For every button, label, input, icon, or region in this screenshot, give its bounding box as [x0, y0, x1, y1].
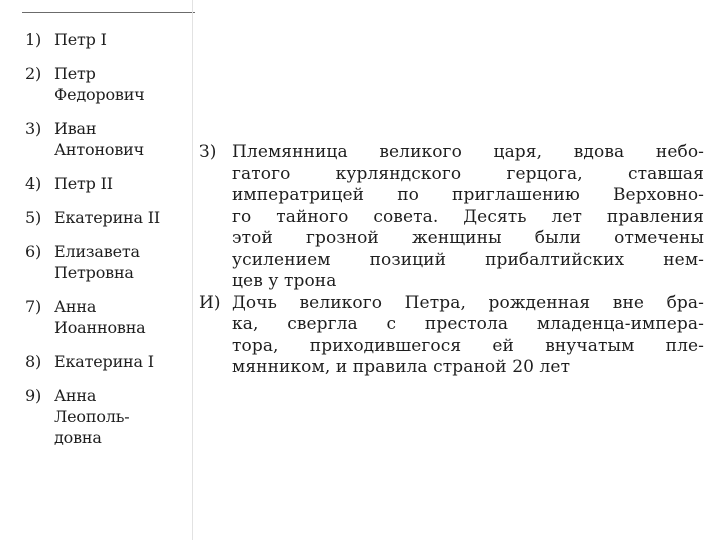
ruler-name: [54, 296, 190, 338]
description-entry-i: [199, 293, 704, 379]
ruler-item-6: [25, 241, 190, 283]
ruler-number: 1): [25, 30, 42, 49]
description-letter: И): [199, 292, 221, 313]
ruler-name-line: Петр II: [54, 174, 113, 193]
ruler-name: [54, 385, 190, 448]
descriptions-block: [199, 142, 704, 379]
ruler-number: 2): [25, 64, 42, 83]
description-line: Племянница великого царя, вдова небо-: [232, 142, 704, 162]
ruler-name: [54, 118, 190, 160]
ruler-number: 3): [25, 119, 42, 138]
ruler-item-2: [25, 63, 190, 105]
ruler-name-line: Екатерина II: [54, 208, 160, 227]
ruler-number: 7): [25, 297, 42, 316]
description-entry-z: [199, 142, 704, 293]
ruler-name-line: Анна: [54, 297, 97, 316]
ruler-name-line: Леополь-: [54, 407, 130, 426]
ruler-number: 4): [25, 174, 42, 193]
ruler-name: [54, 173, 190, 194]
ruler-name: [54, 29, 190, 50]
column-divider: [192, 0, 193, 540]
ruler-name-line: Федорович: [54, 85, 145, 104]
description-line: гатого курляндского герцога, ставшая: [232, 163, 704, 184]
description-line: Дочь великого Петра, рожденная вне бра-: [232, 292, 704, 313]
ruler-number: 9): [25, 386, 42, 405]
ruler-number: 5): [25, 208, 42, 227]
ruler-name: [54, 351, 190, 372]
ruler-item-9: [25, 385, 190, 448]
description-line: мянником, и правила страной 20 лет: [232, 357, 571, 377]
ruler-item-4: [25, 173, 190, 194]
ruler-name-line: Елизавета: [54, 242, 140, 261]
ruler-item-5: [25, 207, 190, 228]
description-line: цев у трона: [232, 271, 337, 291]
top-rule: [22, 12, 195, 13]
description-line: усилением позиций прибалтийских нем-: [232, 249, 704, 270]
ruler-name-line: Петр I: [54, 30, 107, 49]
description-line: императрицей по приглашению Верховно-: [232, 185, 704, 205]
description-text: [232, 142, 704, 293]
description-letter: З): [199, 142, 217, 162]
ruler-name-line: Анна: [54, 386, 97, 405]
ruler-item-7: [25, 296, 190, 338]
ruler-name: [54, 63, 190, 105]
description-line: тора, приходившегося ей внучатым пле-: [232, 335, 704, 356]
ruler-number: 6): [25, 242, 42, 261]
ruler-item-3: [25, 118, 190, 160]
description-line: ка, свергла с престола младенца-импера-: [232, 314, 704, 334]
ruler-name: [54, 241, 190, 283]
ruler-name-line: Петровна: [54, 263, 134, 282]
ruler-item-1: [25, 29, 190, 50]
ruler-name-line: Антонович: [54, 140, 145, 159]
ruler-item-8: [25, 351, 190, 372]
ruler-name: [54, 207, 190, 228]
ruler-name-line: Иван: [54, 119, 97, 138]
ruler-number: 8): [25, 352, 42, 371]
ruler-name-line: Иоанновна: [54, 318, 146, 337]
ruler-name-line: довна: [54, 428, 102, 447]
description-text: [232, 293, 704, 379]
ruler-name-line: Екатерина I: [54, 352, 154, 371]
description-line: го тайного совета. Десять лет правления: [232, 206, 704, 227]
description-line: этой грозной женщины были отмечены: [232, 228, 704, 248]
rulers-list: [25, 29, 190, 461]
ruler-name-line: Петр: [54, 64, 96, 83]
